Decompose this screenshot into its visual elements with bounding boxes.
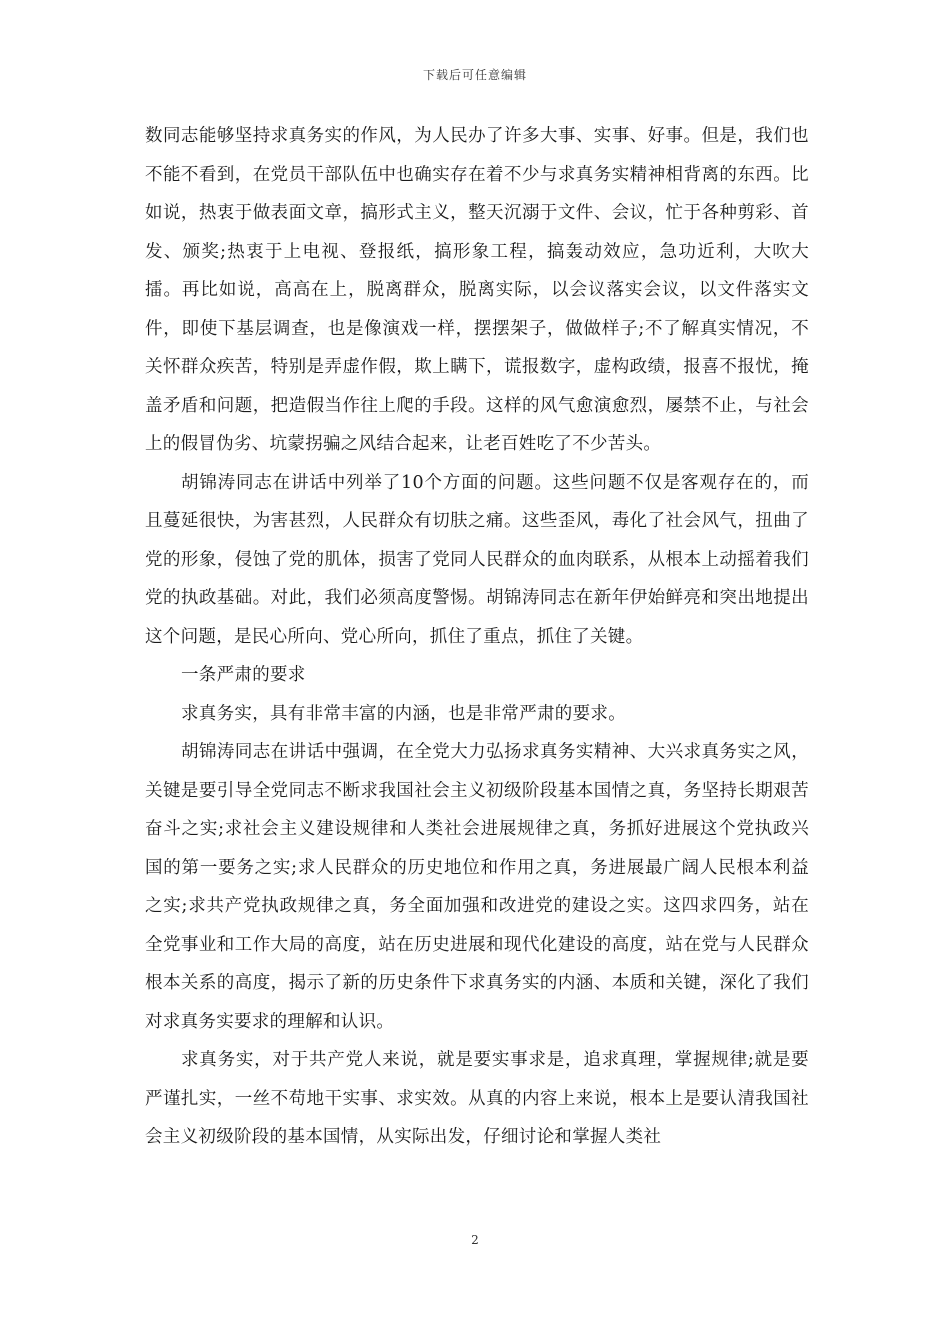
section-heading: 一条严肃的要求 (181, 665, 306, 685)
paragraph-intro: 求真务实，具有非常丰富的内涵，也是非常严肃的要求。 (181, 703, 626, 724)
page-header: 下载后可任意编辑 (422, 68, 527, 82)
document-body (145, 117, 809, 1157)
paragraph-problems: 胡锦涛同志在讲话中列举了10个方面的问题。这些问题不仅是客观存在的，而且蔓延很快，为害甚烈，人民群众有切肤之痛。这些歪风，毒化了社会风气，扭曲了党的形象，侵蚀了党的肌体，损害了党同人民群众的血肉联系，从根本上动摇着我们党的执政基础。对此，我们必须高度警惕。胡锦涛同志在新年伊始鲜亮和突出地提出这个问题，是民心所向、党心所向，抓住了重点，抓住了关键。 (145, 472, 809, 647)
page-number: 2 (471, 1233, 479, 1247)
paragraph-emphasis: 胡锦涛同志在讲话中强调，在全党大力弘扬求真务实精神、大兴求真务实之风，关键是要引导全党同志不断求我国社会主义初级阶段基本国情之真，务坚持长期艰苦奋斗之实;求社会主义建设规律和人类社会进展规律之真，务抓好进展这个党执政兴国的第一要务之实;求人民群众的历史地位和作用之真，务进展最广阔人民根本利益之实;求共产党执政规律之真，务全面加强和改进党的建设之实。这四求四务，站在全党事业和工作大局的高度，站在历史进展和现代化建设的高度，站在党与人民群众根本关系的高度，揭示了新的历史条件下求真务实的内涵、本质和关键，深化了我们对求真务实要求的理解和认识。 (145, 742, 809, 1032)
paragraph-definition: 求真务实，对于共产党人来说，就是要实事求是，追求真理，掌握规律;就是要严谨扎实，一丝不苟地干实事、求实效。从真的内容上来说，根本上是要认清我国社会主义初级阶段的基本国情，从实际出发，仔细讨论和掌握人类社 (145, 1050, 809, 1147)
paragraph-continuation: 数同志能够坚持求真务实的作风，为人民办了许多大事、实事、好事。但是，我们也不能不看到，在党员干部队伍中也确实存在着不少与求真务实精神相背离的东西。比如说，热衷于做表面文章，搞形式主义，整天沉溺于文件、会议，忙于各种剪彩、首发、颁奖;热衷于上电视、登报纸，搞形象工程，搞轰动效应，急功近利，大吹大擂。再比如说，高高在上，脱离群众，脱离实际，以会议落实会议，以文件落实文件，即使下基层调查，也是像演戏一样，摆摆架子，做做样子;不了解真实情况，不关怀群众疾苦，特别是弄虚作假，欺上瞒下，谎报数字，虚构政绩，报喜不报忧，掩盖矛盾和问题，把造假当作往上爬的手段。这样的风气愈演愈烈，屡禁不止，与社会上的假冒伪劣、坑蒙拐骗之风结合起来，让老百姓吃了不少苦头。 (145, 126, 809, 454)
